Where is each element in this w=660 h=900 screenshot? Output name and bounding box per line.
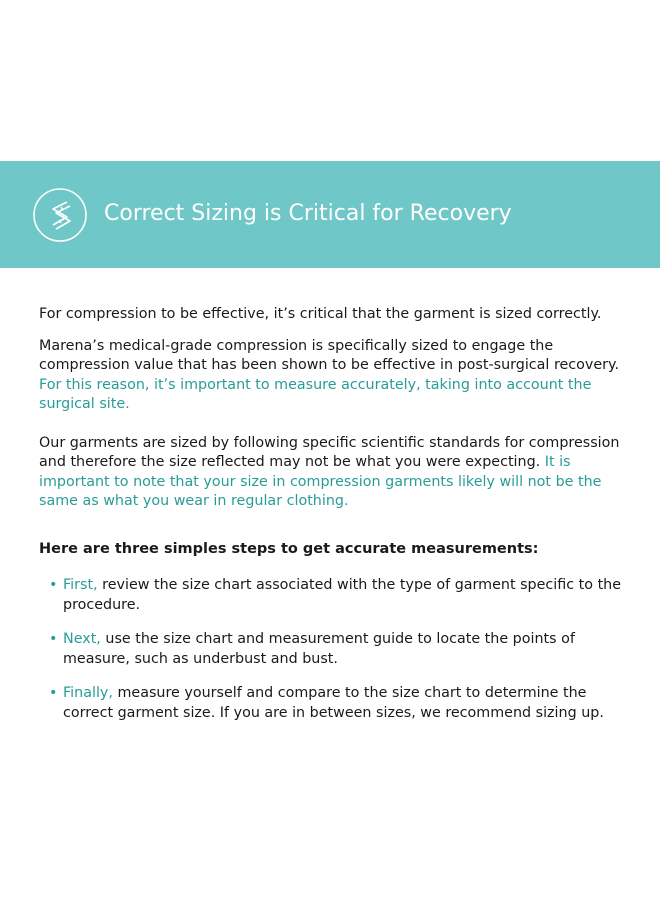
bullet-icon: •: [49, 685, 58, 701]
bullet-icon: •: [49, 631, 58, 647]
list-item: [39, 630, 639, 669]
step-text: use the size chart and measurement guide to locate the points of measure, such as underbust and bust.: [63, 631, 575, 667]
paragraph-1-highlight: For this reason, it’s important to measure accurately, taking into account the surgical site.: [39, 376, 592, 412]
step-lead: Finally,: [63, 685, 113, 701]
intro-paragraph-2: [39, 434, 639, 512]
step-text: review the size chart associated with the type of garment specific to the procedure.: [63, 577, 622, 613]
main-content: [39, 305, 639, 738]
step-lead: First,: [63, 577, 98, 593]
header-banner: [0, 161, 660, 268]
paragraph-2-text: Our garments are sized by following specific scientific standards for compression and therefore the size reflected may not be what you were expecting.: [39, 434, 620, 470]
banner-title: Correct Sizing is Critical for Recovery: [104, 201, 512, 226]
paragraph-1-text: Marena’s medical-grade compression is specifically sized to engage the compression value that has been shown to be effective in post-surgical recovery.: [39, 337, 620, 373]
stitch-s-logo-icon: [32, 187, 88, 243]
list-item: [39, 684, 639, 723]
steps-list: [39, 576, 639, 723]
intro-lead: For compression to be effective, it’s critical that the garment is sized correctly.: [39, 306, 602, 322]
step-text: measure yourself and compare to the size chart to determine the correct garment size. If you are in between sizes, we recommend sizing up.: [63, 685, 604, 721]
steps-heading: Here are three simples steps to get accurate measurements:: [39, 540, 539, 557]
intro-paragraph-1: [39, 337, 639, 415]
bullet-icon: •: [49, 577, 58, 593]
list-item: [39, 576, 639, 615]
paragraph-2-highlight: It is important to note that your size in compression garments likely will not be the same as what you wear in regular clothing.: [39, 454, 602, 509]
step-lead: Next,: [63, 631, 101, 647]
